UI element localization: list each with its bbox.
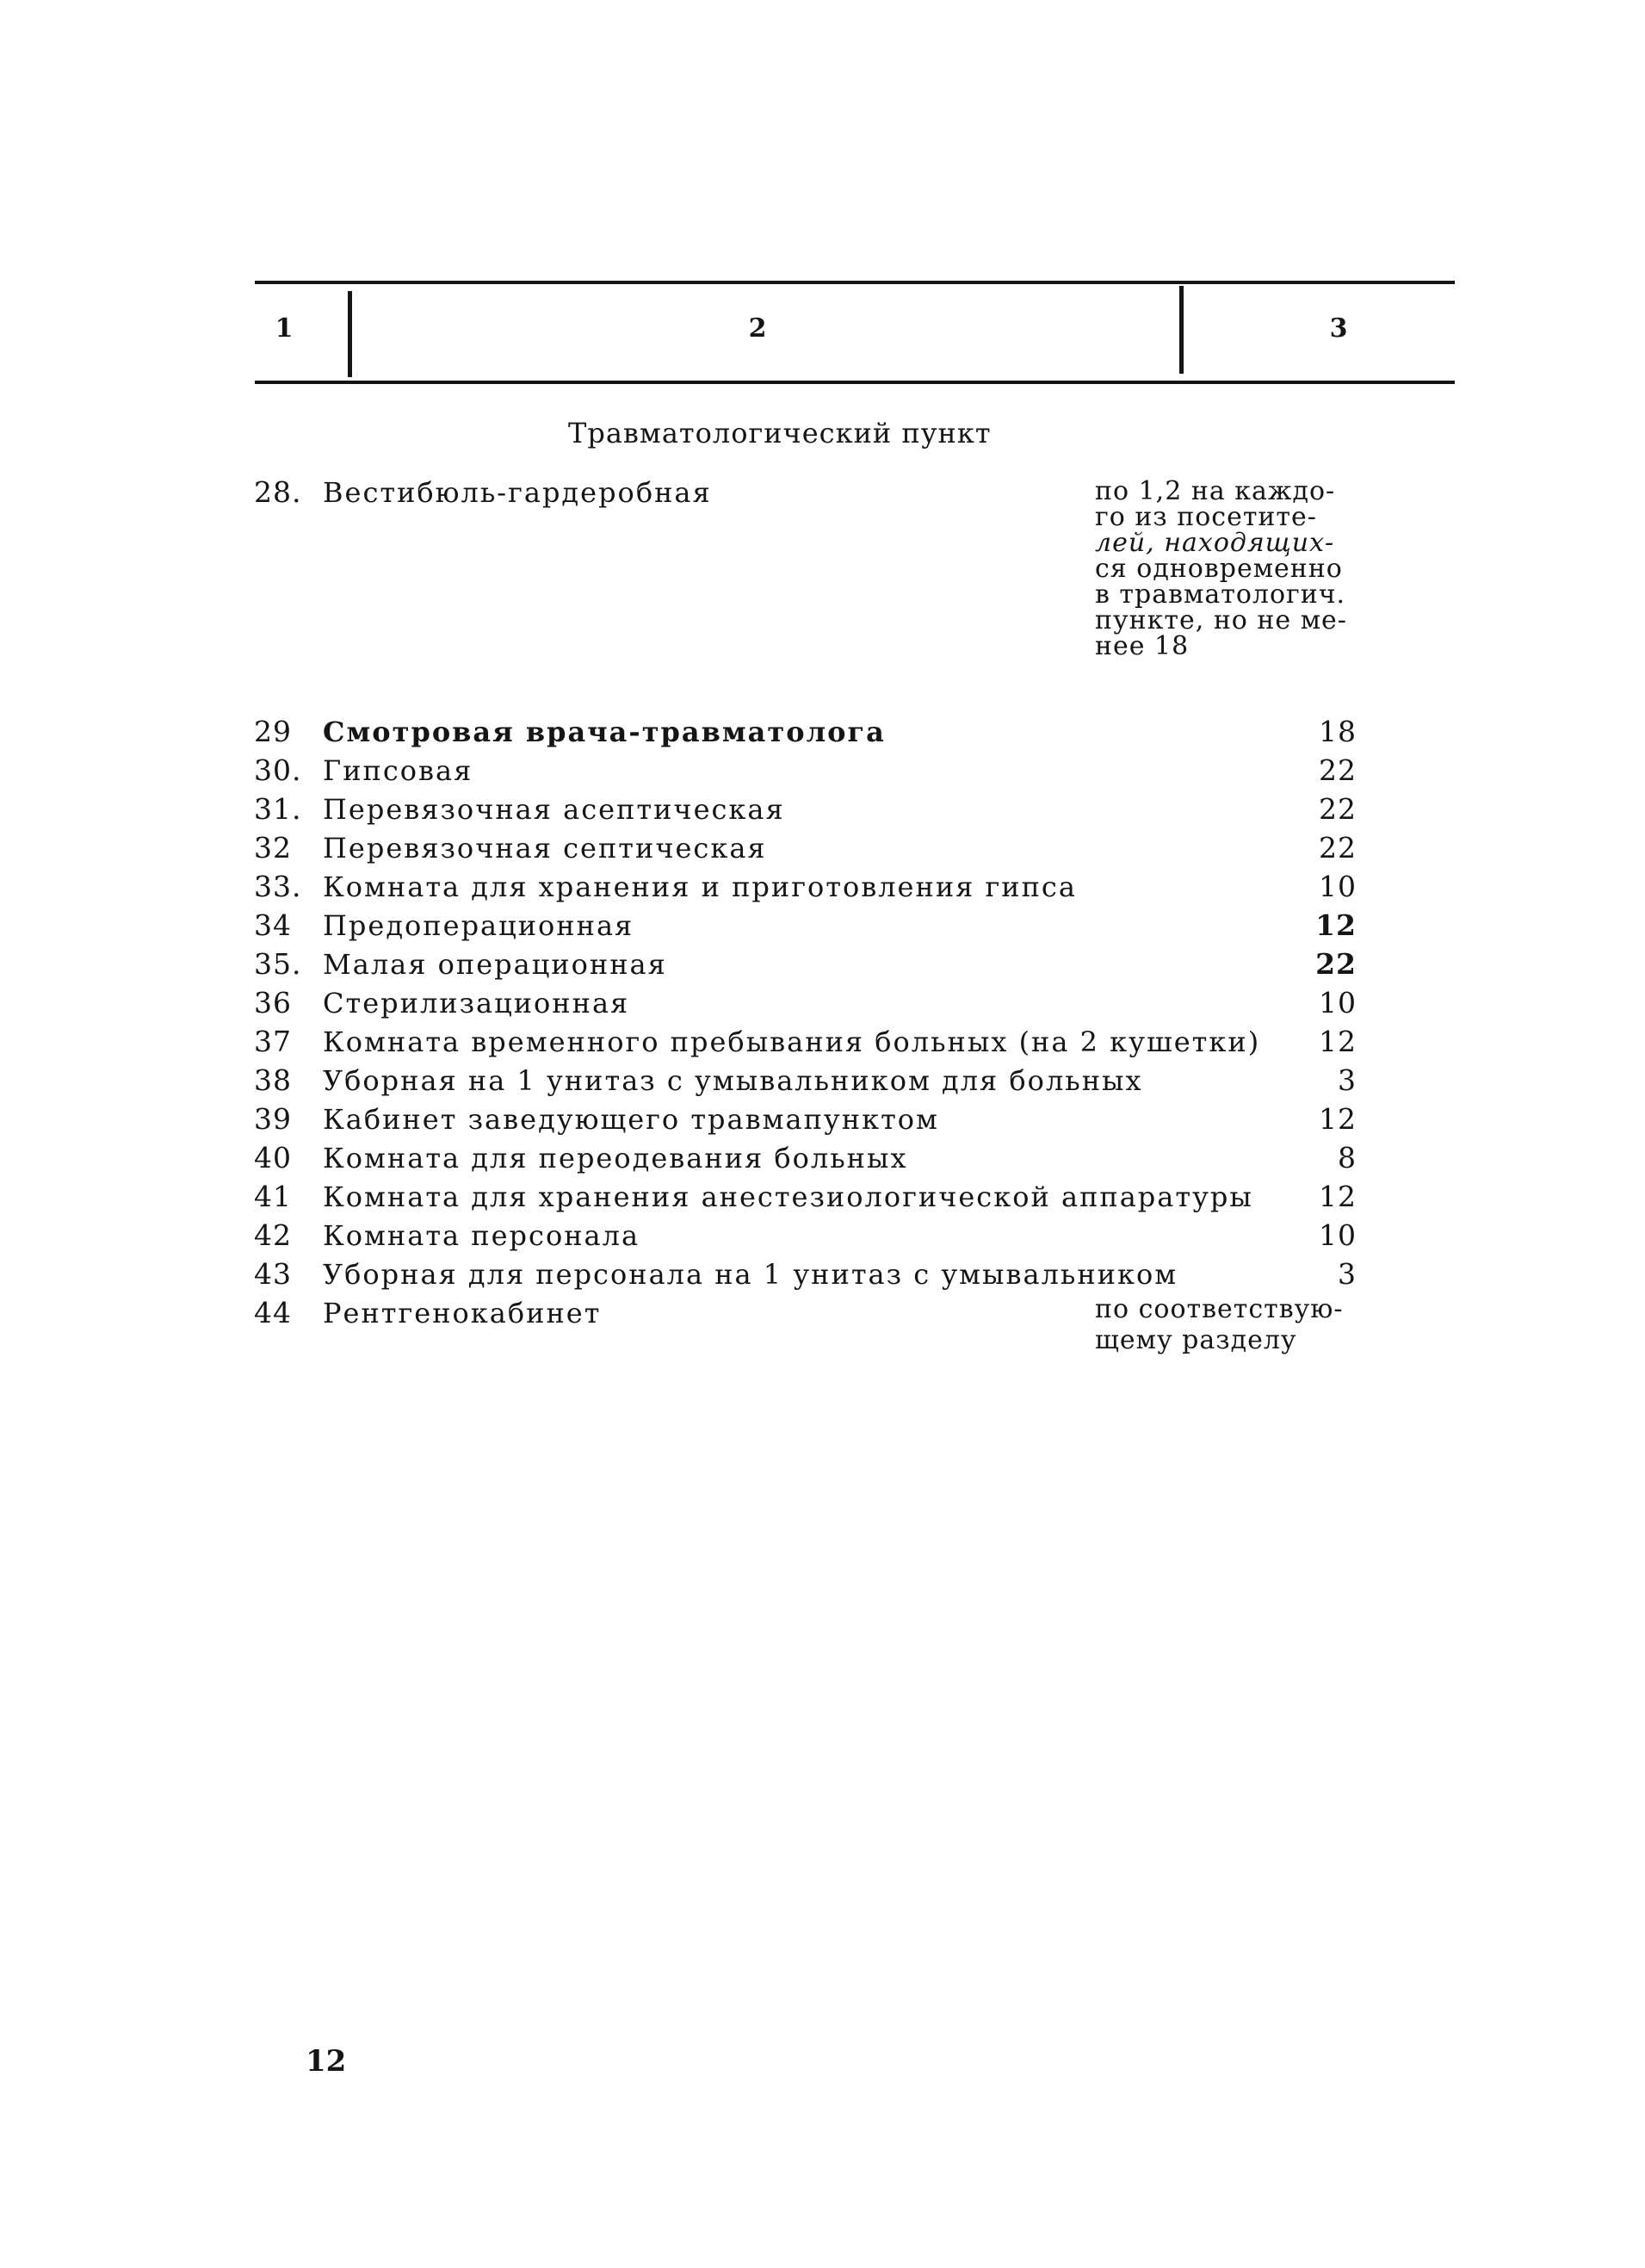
column-divider-1: [348, 291, 352, 377]
row-number: 30.: [254, 753, 302, 787]
row-number: 28.: [254, 475, 302, 509]
room-name: Комната для хранения и приготовления гипса: [323, 871, 1077, 903]
area-note-line: го из посетите-: [1095, 502, 1317, 532]
table-row: [0, 907, 1645, 945]
table-row: [0, 1062, 1645, 1100]
table-row: [0, 474, 1645, 511]
table-row: [0, 1178, 1645, 1216]
row-number: 29: [254, 715, 292, 748]
area-note-line: пункте, но не ме-: [1095, 605, 1347, 635]
header-column-2: 2: [748, 313, 767, 344]
table-row: [0, 752, 1645, 790]
room-name: Перевязочная асептическая: [323, 793, 785, 826]
area-value: 3: [1338, 1257, 1357, 1291]
table-row: [0, 1139, 1645, 1177]
room-name: Смотровая врача-травматолога: [323, 716, 886, 748]
area-value: 18: [1319, 715, 1357, 748]
table-row: [0, 713, 1645, 751]
table-top-rule: [255, 281, 1455, 284]
room-name: Комната для хранения анестезиологической аппаратуры: [323, 1180, 1253, 1213]
room-name: Рентгенокабинет: [323, 1297, 602, 1329]
area-note-line: лей, находящих-: [1095, 528, 1335, 558]
table-row: [0, 984, 1645, 1022]
table-header-bottom-rule: [255, 381, 1455, 384]
area-value: 12: [1319, 1102, 1357, 1136]
room-name: Вестибюль-гардеробная: [323, 476, 712, 509]
room-name: Комната для переодевания больных: [323, 1142, 908, 1174]
area-note-line: щему разделу: [1095, 1325, 1297, 1355]
room-name: Комната персонала: [323, 1219, 640, 1252]
room-name: Кабинет заведующего травмапунктом: [323, 1103, 939, 1136]
table-row: [0, 790, 1645, 828]
table-row: [0, 1023, 1645, 1061]
section-title: Травматологический пункт: [568, 417, 992, 449]
room-name: Перевязочная септическая: [323, 832, 767, 864]
area-value: 3: [1338, 1063, 1357, 1097]
room-name: Гипсовая: [323, 754, 473, 787]
table-row: [0, 1255, 1645, 1293]
table-row: [0, 1217, 1645, 1255]
area-value: 8: [1338, 1141, 1357, 1174]
row-number: 44: [254, 1296, 292, 1329]
table-row: [0, 945, 1645, 983]
row-number: 37: [254, 1025, 292, 1058]
area-note-line: по 1,2 на каждо-: [1095, 476, 1336, 506]
row-number: 41: [254, 1180, 292, 1213]
room-name: Малая операционная: [323, 948, 667, 981]
row-number: 32: [254, 831, 292, 864]
area-note: [1095, 476, 1379, 661]
area-value: 12: [1315, 908, 1357, 942]
area-value: 22: [1319, 792, 1357, 826]
room-name: Комната временного пребывания больных (на 2 кушетки): [323, 1026, 1261, 1058]
room-name: Предоперационная: [323, 909, 634, 942]
header-column-3: 3: [1329, 313, 1348, 344]
table-row: [0, 829, 1645, 867]
column-divider-2: [1179, 286, 1184, 374]
area-value: 22: [1319, 831, 1357, 864]
row-number: 39: [254, 1102, 292, 1136]
area-value: 10: [1319, 870, 1357, 903]
row-number: 34: [254, 908, 292, 942]
area-note-line: по соответствую-: [1095, 1294, 1344, 1324]
row-number: 31.: [254, 792, 302, 826]
row-number: 40: [254, 1141, 292, 1174]
area-note-line: в травматологич.: [1095, 579, 1346, 610]
area-value: 12: [1319, 1180, 1357, 1213]
area-note: [1095, 1294, 1370, 1356]
row-number: 35.: [254, 947, 302, 981]
table-row: [0, 1294, 1645, 1332]
row-number: 43: [254, 1257, 292, 1291]
area-note-line: нее 18: [1095, 631, 1190, 661]
area-value: 10: [1319, 1218, 1357, 1252]
room-name: Уборная для персонала на 1 унитаз с умывальником: [323, 1258, 1178, 1291]
row-number: 33.: [254, 870, 302, 903]
row-number: 42: [254, 1218, 292, 1252]
header-column-1: 1: [275, 313, 294, 344]
room-name: Стерилизационная: [323, 987, 630, 1019]
area-value: 12: [1319, 1025, 1357, 1058]
table-row: [0, 1100, 1645, 1138]
row-number: 36: [254, 986, 292, 1019]
area-value: 10: [1319, 986, 1357, 1019]
area-note-line: ся одновременно: [1095, 554, 1343, 584]
page-number: 12: [306, 2044, 347, 2079]
row-number: 38: [254, 1063, 292, 1097]
area-value: 22: [1319, 753, 1357, 787]
room-name: Уборная на 1 унитаз с умывальником для больных: [323, 1064, 1143, 1097]
table-row: [0, 868, 1645, 906]
area-value: 22: [1315, 947, 1357, 981]
